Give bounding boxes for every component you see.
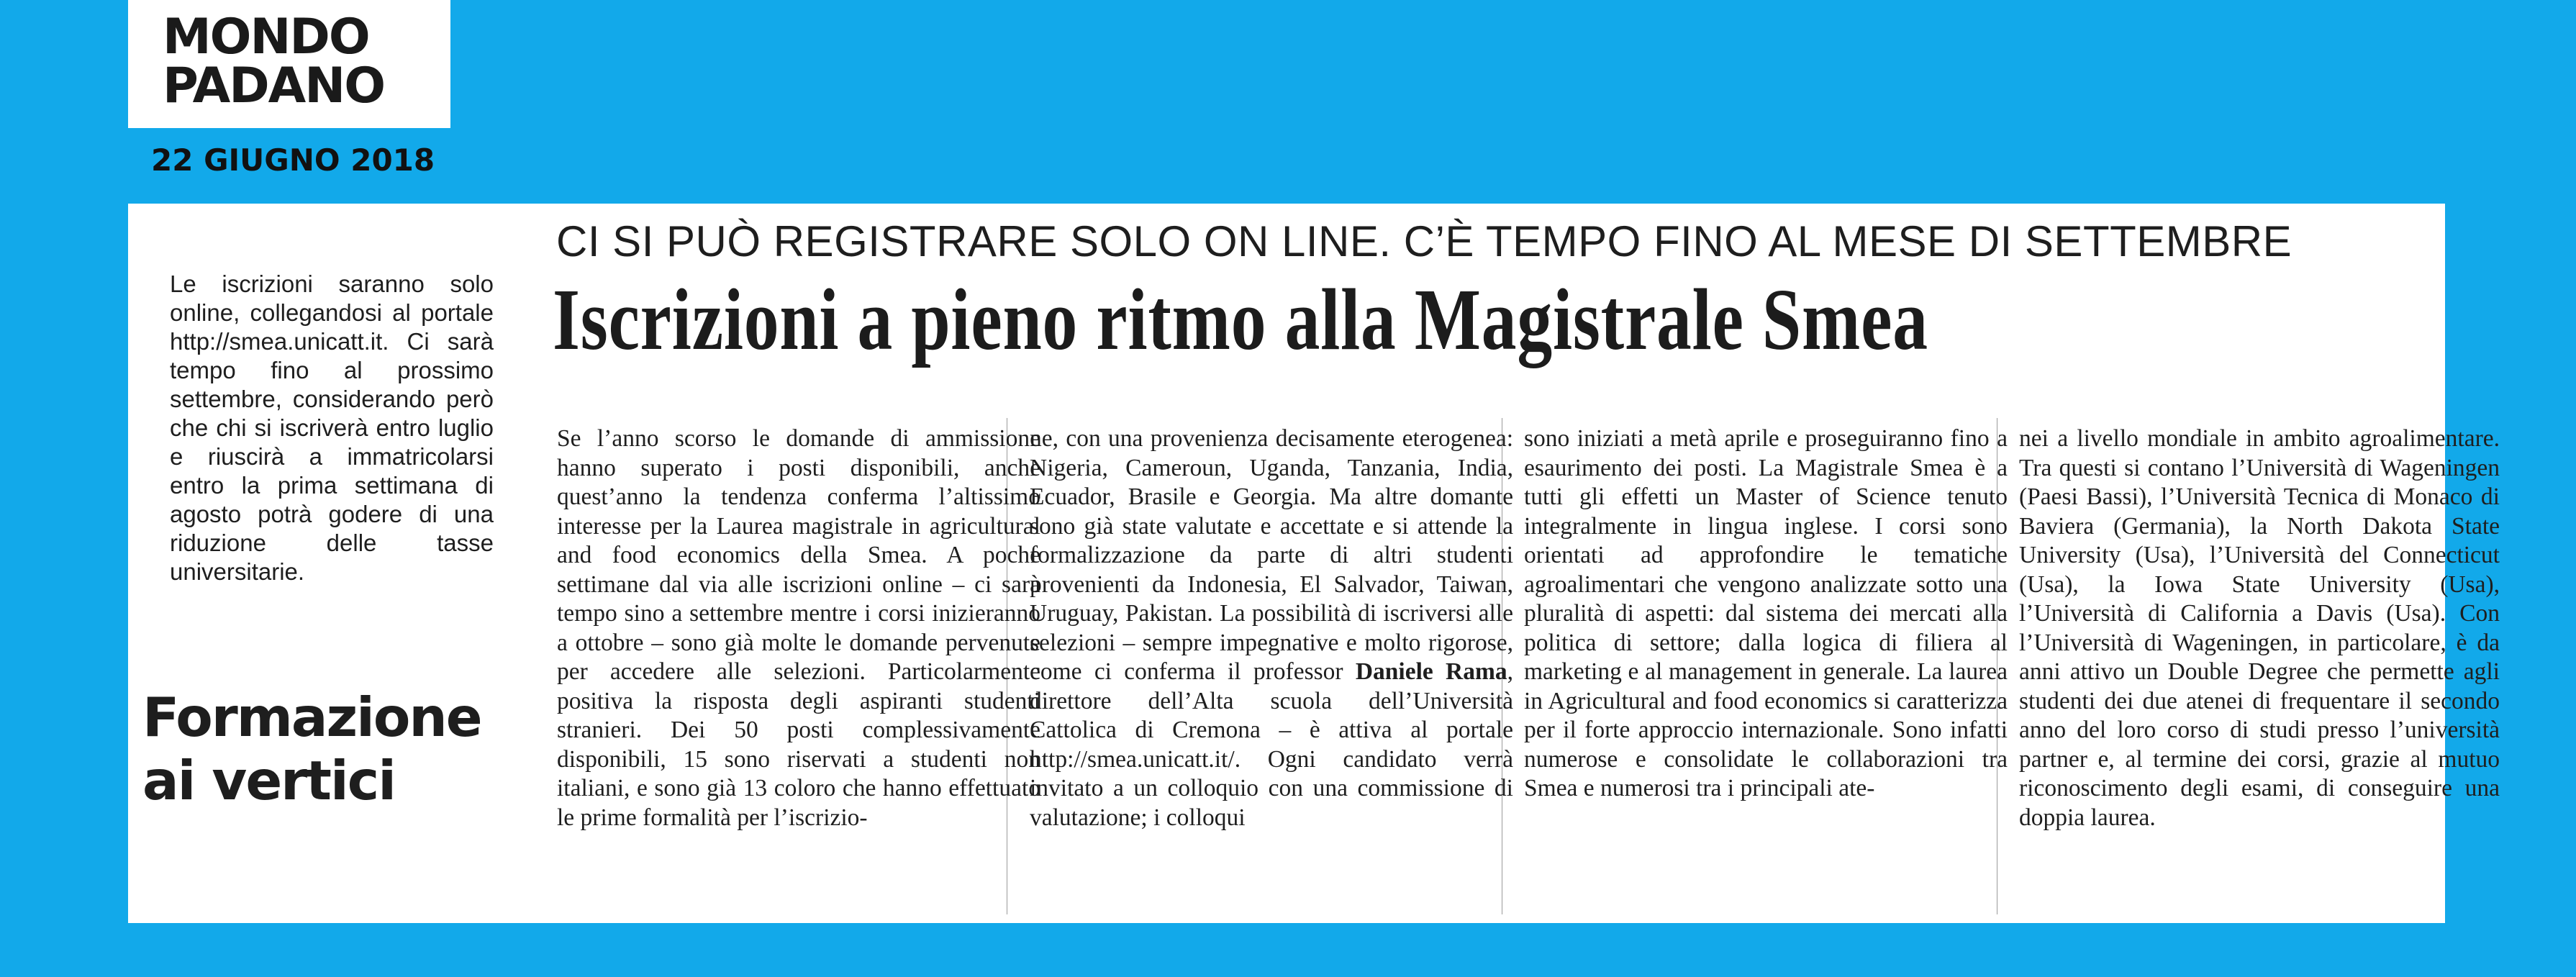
article-headline: Iscrizioni a pieno ritmo alla Magistrale Smea: [553, 271, 1928, 368]
quoted-person-name: Daniele Rama: [1355, 658, 1507, 685]
body-column-1: Se l’anno scorso le domande di ammissione hanno superato i posti disponibili, anche quest’anno la tendenza conferma l’altissimo interesse per la Laurea magistrale in agricultural and food economics della Smea. A poche settimane dal via alle iscrizioni online – ci sarà tempo sino a settembre mentre i corsi inizieranno a ottobre – sono già molte le domande pervenute per accedere alle selezioni. Particolarmente positiva la risposta degli aspiranti studenti stranieri. Dei 50 posti complessivamente disponibili, 15 sono riservati a studenti non italiani, e sono già 13 coloro che hanno effettuato le prime formalità per l’iscrizio-: [557, 425, 1040, 831]
body-column-2: [1030, 424, 1513, 921]
body-column-4: nei a livello mondiale in ambito agroalimentare. Tra questi si contano l’Università di Wageningen (Paesi Bassi), l’Università Tecnica di Monaco di Baviera (Germania), la North Dakota State University (Usa), l’Università del Connecticut (Usa), la Iowa State University (Usa), l’Università di California a Davis (Usa). Con l’Università di Wageningen, in particolare, è da anni attivo un Double Degree che permette agli studenti dei due atenei di frequentare il secondo anno del loro corso di studi presso l’università partner e, al termine dei corsi, grazie al mutuo riconoscimento degli esami, di conseguire una doppia laurea.: [2019, 425, 2500, 831]
article-clipping: [128, 204, 2500, 923]
body-column-2-text-b: , direttore dell’Alta scuola dell’Università Cattolica di Cremona – è attiva al portale http://smea.unicatt.it/. Ogni candidato verrà invitato a un colloquio con una commissione di valutazione; i colloqui: [1030, 658, 1513, 831]
masthead-name-line2: PADANO: [163, 58, 385, 114]
body-column-2-text-a: ne, con una provenienza decisamente eterogenea: Nigeria, Cameroun, Uganda, Tanzania, India, Ecuador, Brasile e Georgia. Ma altre domante sono già state valutate e accettate e si attende la formalizzazione da parte di altri studenti provenienti da Indonesia, El Salvador, Taiwan, Uruguay, Pakistan. La possibilità di iscriversi alle selezioni – sempre impegnative e molto rigorose, come ci conferma il professor: [1030, 425, 1513, 685]
sidebar-heading: Formazione ai vertici: [142, 686, 481, 812]
publication-date: 22 GIUGNO 2018: [151, 142, 435, 178]
masthead-logo: [128, 0, 450, 128]
article-kicker: CI SI PUÒ REGISTRARE SOLO ON LINE. C’È TEMPO FINO AL MESE DI SETTEMBRE: [556, 217, 2292, 265]
masthead-name-line1: MONDO: [163, 9, 369, 65]
sidebar-box-text: Le iscrizioni saranno solo online, collegandosi al portale http://smea.unicatt.it. Ci sarà tempo fino al prossimo settembre, considerando però che chi si iscriverà entro luglio e riuscirà a immatricolarsi entro la prima settimana di agosto potrà godere di una riduzione delle tasse universitarie.: [170, 271, 494, 585]
body-column-3: sono iniziati a metà aprile e proseguiranno fino a esaurimento dei posti. La Magistrale Smea è a tutti gli effetti un Master of Science tenuto integralmente in lingua inglese. I corsi sono orientati ad approfondire le tematiche agroalimentari che vengono analizzate sotto una pluralità di aspetti: dal sistema dei mercati alla politica di settore; dalla logica di filiera al marketing e al management in generale. La laurea in Agricultural and food economics si caratterizza per il forte approccio internazionale. Sono infatti numerose e consolidate le collaborazioni tra Smea e numerosi tra i principali ate-: [1524, 425, 2008, 801]
